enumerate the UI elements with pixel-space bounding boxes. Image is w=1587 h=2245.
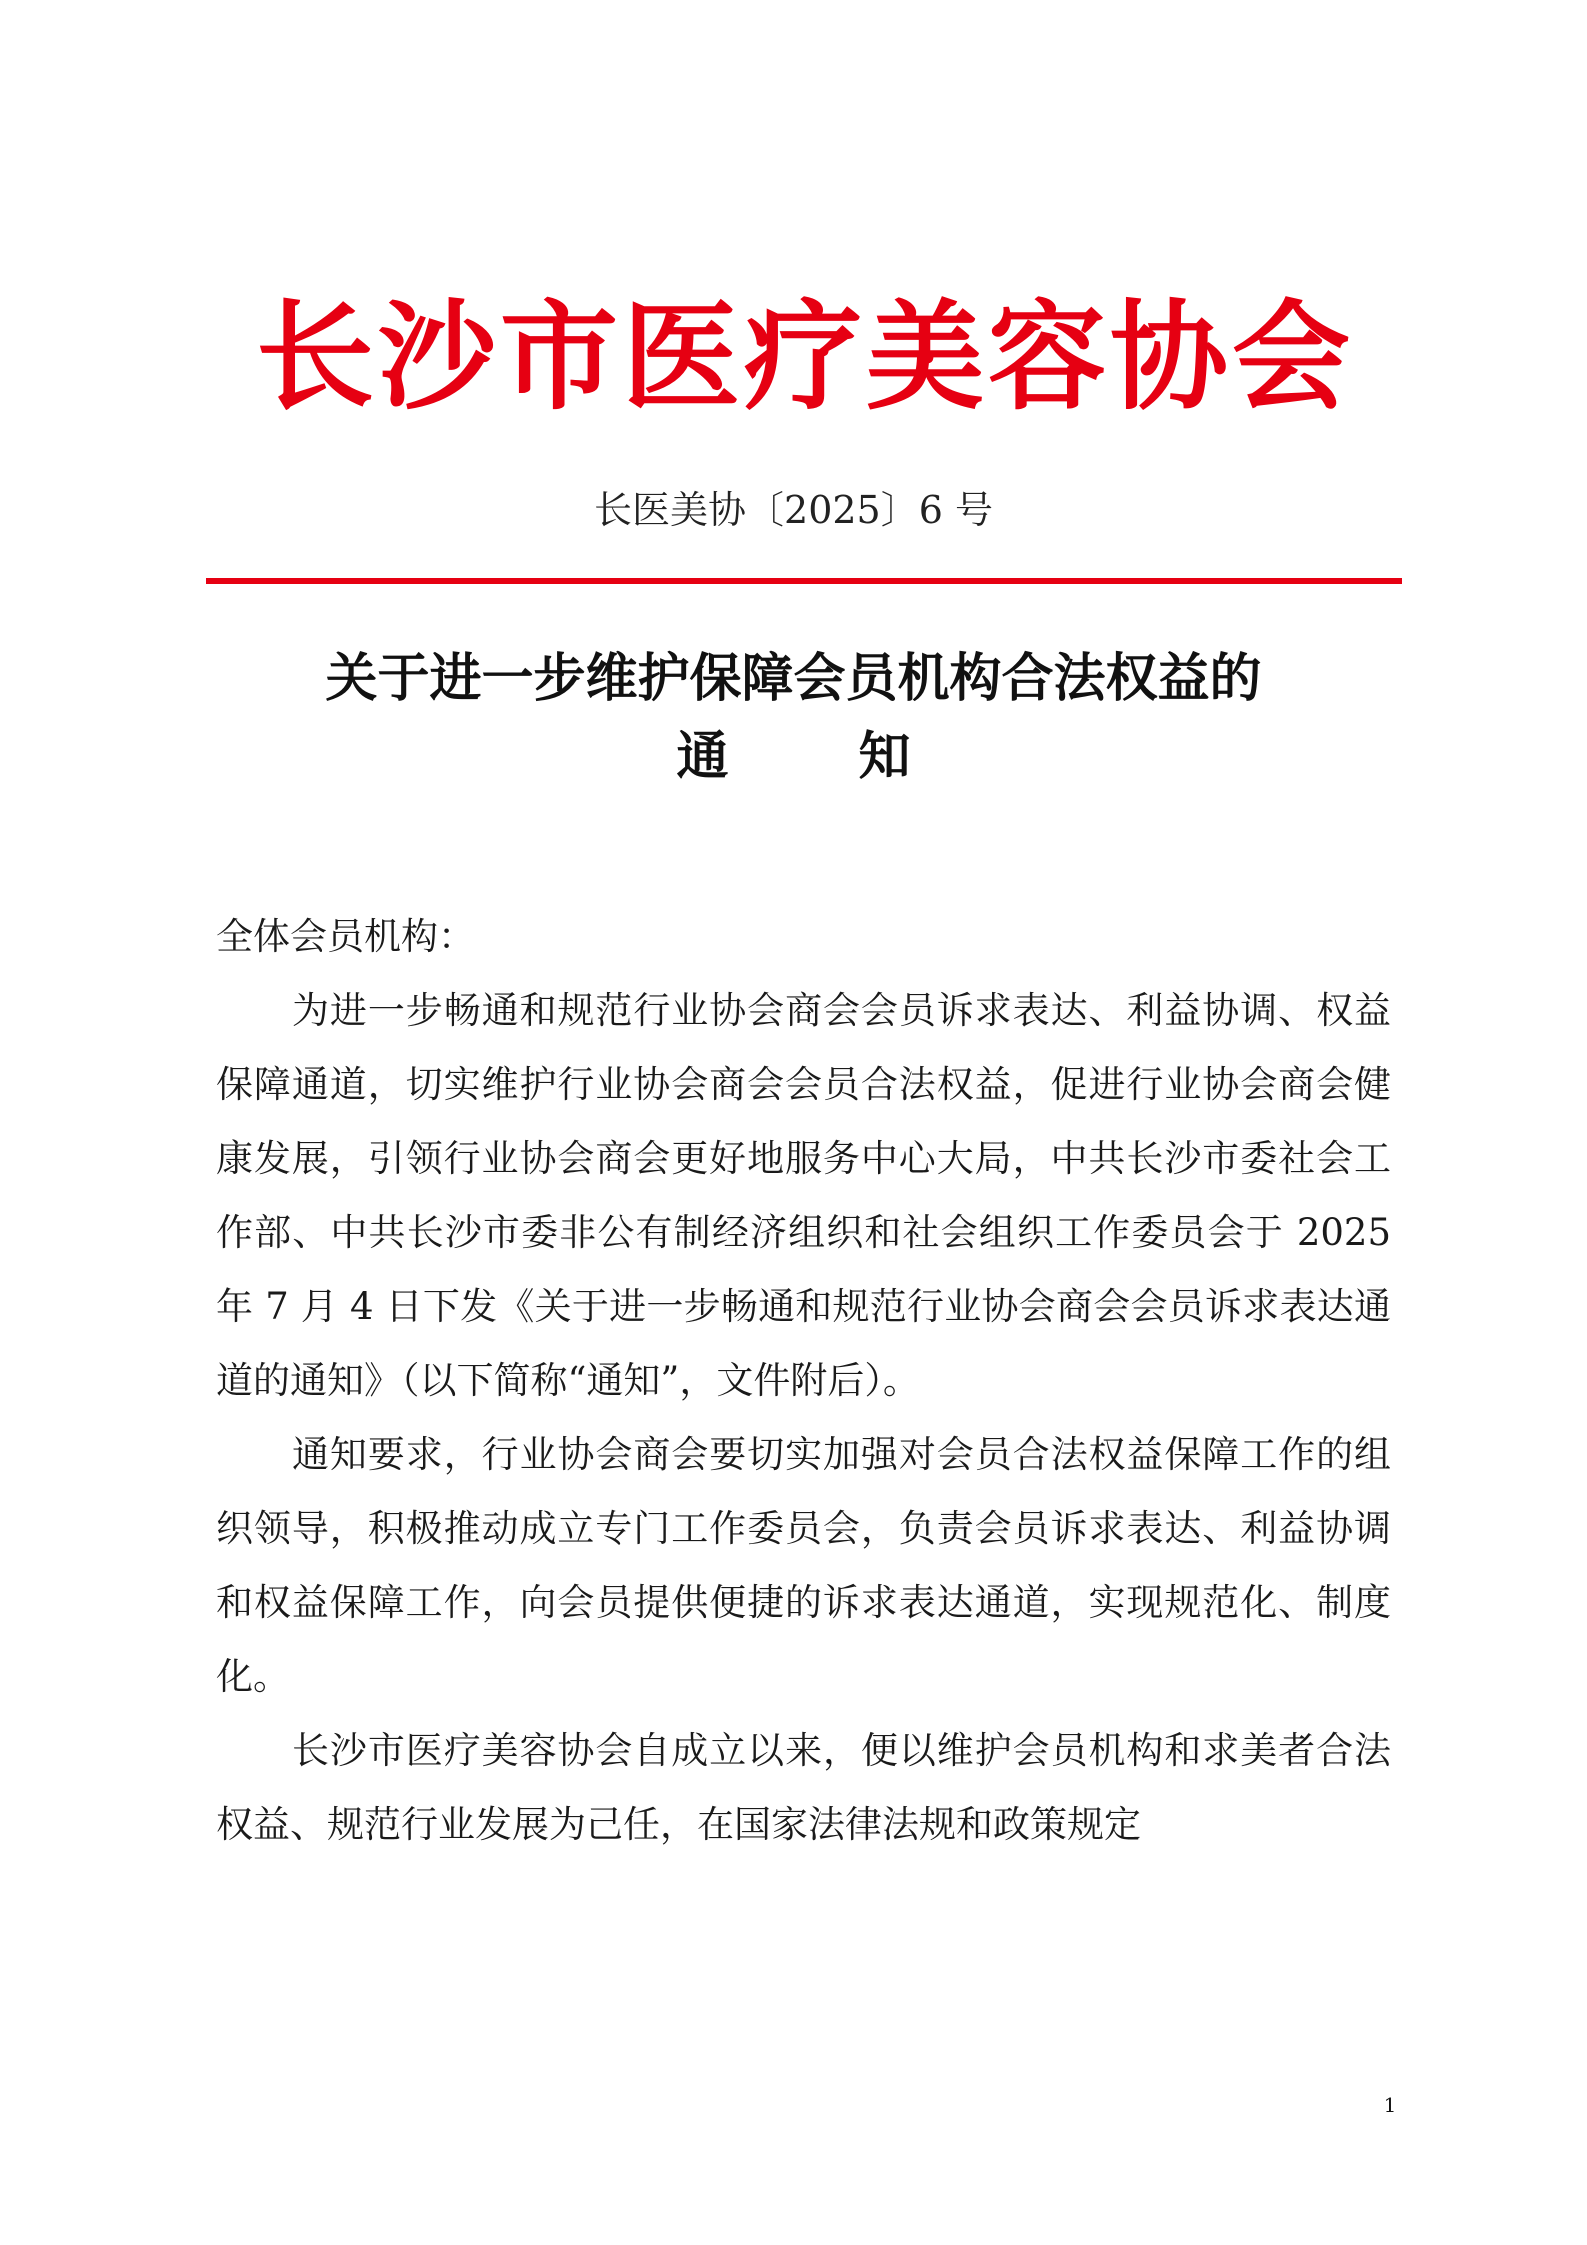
red-divider-line <box>206 578 1402 584</box>
page-number: 1 <box>1383 2093 1397 2117</box>
body-paragraph: 通知要求，行业协会商会要切实加强对会员合法权益保障工作的组织领导，积极推动成立专门工作委员会，负责会员诉求表达、利益协调和权益保障工作，向会员提供便捷的诉求表达通道，实现规范化、制度化。 <box>216 1433 1391 1698</box>
body-paragraph: 为进一步畅通和规范行业协会商会会员诉求表达、利益协调、权益保障通道，切实维护行业协会商会会员合法权益，促进行业协会商会健康发展，引领行业协会商会更好地服务中心大局，中共长沙市委社会工作部、中共长沙市委非公有制经济组织和社会组织工作委员会于 2025 年 7 月 4 日下发《关于进一步畅通和规范行业协会商会会员诉求表达通道的通知》（以下简称“通知”，文件附后）。 <box>216 989 1391 1402</box>
organization-header: 长沙市医疗美容协会 <box>255 287 1354 426</box>
document-number: 长医美协〔2025〕6 号 <box>594 488 993 532</box>
notice-body <box>216 900 1391 1862</box>
notice-title-line1: 关于进一步维护保障会员机构合法权益的 <box>325 648 1262 709</box>
body-paragraph: 长沙市医疗美容协会自成立以来，便以维护会员机构和求美者合法权益、规范行业发展为己任，在国家法律法规和政策规定 <box>216 1729 1391 1846</box>
notice-title-line2: 通知 <box>676 726 1041 787</box>
salutation: 全体会员机构： <box>216 915 475 958</box>
notice-title <box>210 640 1377 796</box>
